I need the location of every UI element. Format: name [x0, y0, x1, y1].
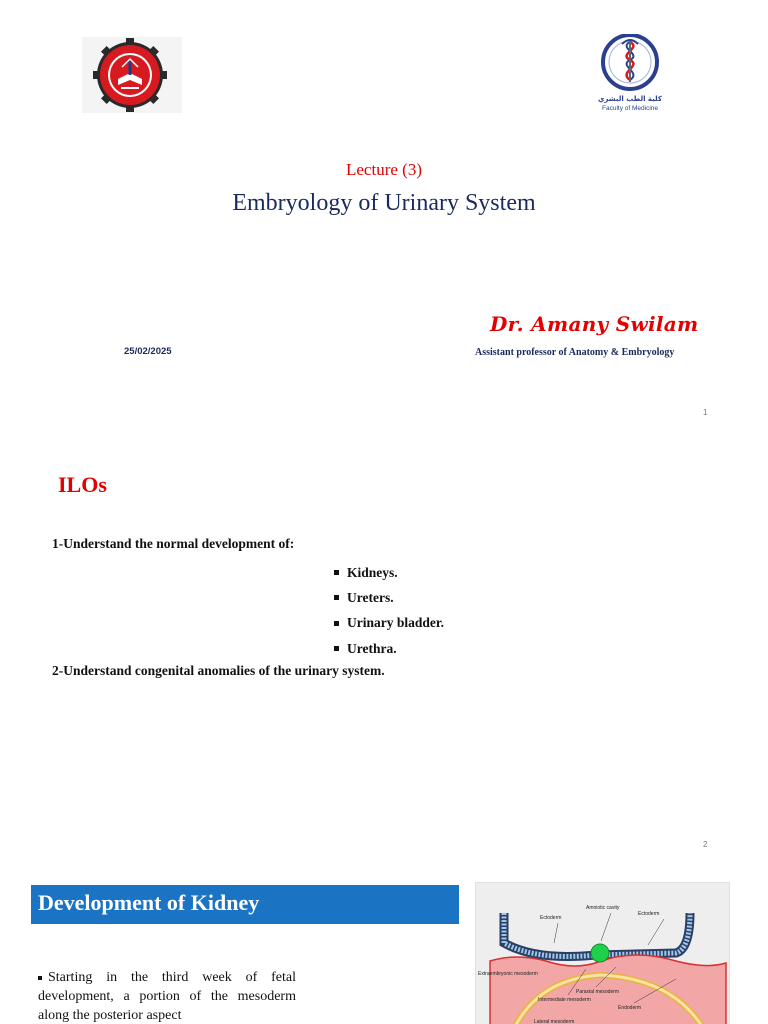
embryo-cross-section-diagram: [475, 882, 730, 1024]
label-paraxial-mesoderm: Paraxial mesoderm: [576, 989, 620, 995]
label-amniotic-cavity: Amniotic cavity: [586, 905, 620, 911]
logo-arabic-text: كلية الطب البشري: [598, 95, 662, 103]
list-item: Urethra.: [334, 636, 444, 661]
lecture-date: 25/02/2025: [124, 346, 172, 357]
list-item: Kidneys.: [334, 560, 444, 585]
objective-2: 2-Understand congenital anomalies of the urinary system.: [52, 663, 385, 678]
bullet-square-icon: [334, 621, 339, 626]
university-logo: [82, 37, 182, 113]
objective-items-list: [334, 560, 444, 661]
list-item: Urinary bladder.: [334, 611, 444, 636]
lecturer-name: Dr. Amany Swilam: [490, 312, 699, 336]
slide-page-number: 1: [703, 408, 708, 417]
bullet-square-icon: [334, 570, 339, 575]
logo-english-text: Faculty of Medicine: [602, 105, 658, 112]
label-ectoderm-right: Ectoderm: [638, 911, 660, 917]
bullet-square-icon: [334, 646, 339, 651]
presentation-title: Embryology of Urinary System: [232, 190, 536, 216]
list-item: Ureters.: [334, 585, 444, 610]
lecturer-role: Assistant professor of Anatomy & Embryology: [475, 347, 675, 358]
label-lateral-mesoderm: Lateral mesoderm: [534, 1019, 575, 1024]
title-slide: [0, 0, 768, 432]
heading-bar: [31, 885, 459, 924]
objective-1: 1-Understand the normal development of:: [52, 536, 295, 551]
label-ectoderm-left: Ectoderm: [540, 915, 562, 921]
kidney-development-slide: [0, 864, 768, 1024]
bullet-square-icon: [334, 595, 339, 600]
bullet-square-icon: [38, 976, 42, 980]
slide-heading: Development of Kidney: [38, 890, 260, 915]
label-intermediate-mesoderm: Intermediate mesoderm: [538, 997, 591, 1003]
body-paragraph: Starting in the third week of fetal development, a portion of the mesoderm along the posterior aspect: [38, 970, 296, 1023]
faculty-of-medicine-logo: [592, 34, 670, 114]
ilos-slide: [0, 432, 768, 864]
slide-page-number: 2: [703, 840, 708, 849]
label-endoderm: Endoderm: [618, 1005, 642, 1011]
ilos-heading: ILOs: [58, 472, 107, 497]
label-extraembryonic-mesoderm: Extraembryonic mesoderm: [478, 971, 538, 977]
lecture-number: Lecture (3): [346, 160, 422, 179]
